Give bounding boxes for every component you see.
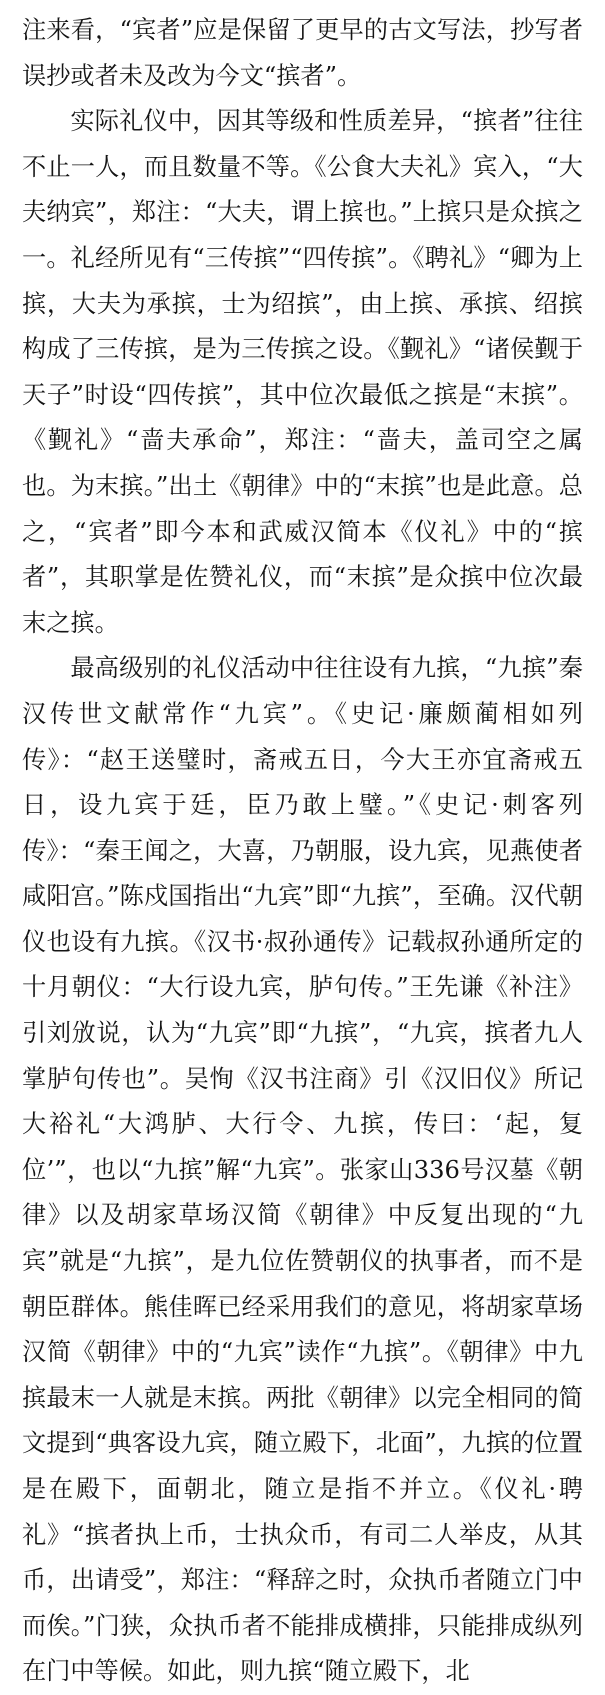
document-body (22, 8, 583, 1695)
paragraph-1: 注来看，“宾者”应是保留了更早的古文写法，抄写者误抄或者未及改为今文“摈者”。 (22, 16, 583, 90)
paragraph-3: 最高级别的礼仪活动中往往设有九摈，“九摈”秦汉传世文献常作“九宾”。《史记·廉颇蔺相如列传》：“赵王送璧时，斋戒五日，今大王亦宜斋戒五日，设九宾于廷，臣乃敢上璧。”《史记·刺客列传》：“秦王闻之，大喜，乃朝服，设九宾，见燕使者咸阳宫。”陈戍国指出“九宾”即“九摈”，至确。汉代朝仪也设有九摈。《汉书·叔孙通传》记载叔孙通所定的十月朝仪：“大行设九宾，胪句传。”王先谦《补注》引刘攽说，认为“九宾”即“九摈”，“九宾，摈者九人掌胪句传也”。吴恂《汉书注商》引《汉旧仪》所记大裕礼“大鸿胪、大行令、九摈，传曰：‘起，复位’”，也以“九摈”解“九宾”。张家山336号汉墓《朝律》以及胡家草场汉简《朝律》中反复出现的“九宾”就是“九摈”，是九位佐赞朝仪的执事者，而不是朝臣群体。熊佳晖已经采用我们的意见，将胡家草场汉简《朝律》中的“九宾”读作“九摈”。《朝律》中九摈最末一人就是末摈。两批《朝律》以完全相同的简文提到“典客设九宾，随立殿下，北面”，九摈的位置是在殿下，面朝北，随立是指不并立。《仪礼·聘礼》“摈者执上币，士执众币，有司二人举皮，从其币，出请受”，郑注：“释辞之时，众执币者随立门中而俟。”门狭，众执币者不能排成横排，只能排成纵列在门中等候。如此，则九摈“随立殿下，北 (22, 654, 583, 1686)
paragraph-2: 实际礼仪中，因其等级和性质差异，“摈者”往往不止一人，而且数量不等。《公食大夫礼》宾入，“大夫纳宾”，郑注：“大夫，谓上摈也。”上摈只是众摈之一。礼经所见有“三传摈”“四传摈”。《聘礼》“卿为上摈，大夫为承摈，士为绍摈”，由上摈、承摈、绍摈构成了三传摈，是为三传摈之设。《觐礼》“诸侯觐于天子”时设“四传摈”，其中位次最低之摈是“末摈”。《觐礼》“啬夫承命”，郑注：“啬夫，盖司空之属也。为末摈。”出土《朝律》中的“末摈”也是此意。总之，“宾者”即今本和武威汉简本《仪礼》中的“摈者”，其职掌是佐赞礼仪，而“末摈”是众摈中位次最末之摈。 (22, 107, 583, 637)
